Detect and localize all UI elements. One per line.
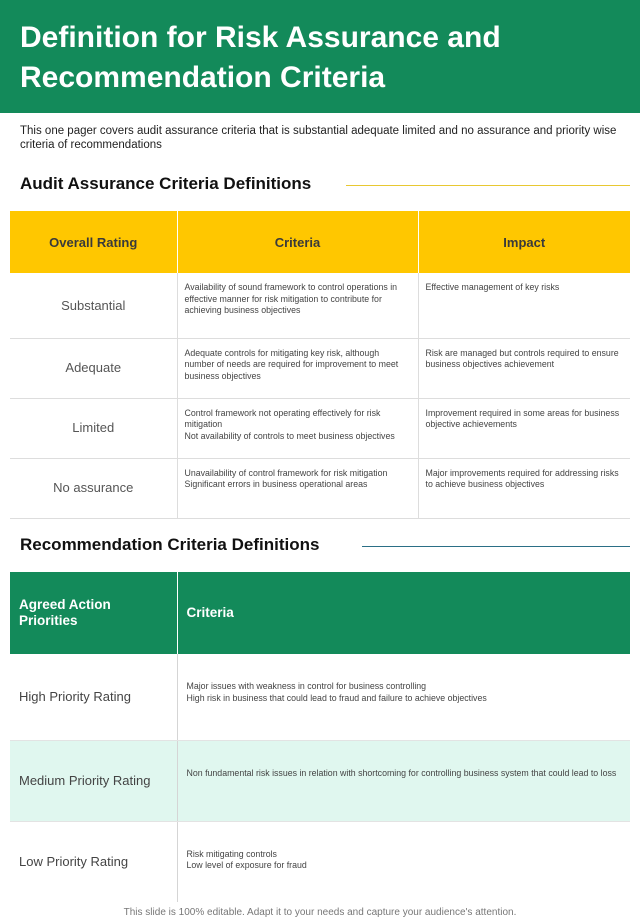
rating-cell: Adequate [10, 338, 177, 398]
criteria-line: Major issues with weakness in control for business controlling High risk in business that could lead to fraud and failure to achieve objectives [186, 681, 487, 703]
audit-criteria-table [10, 211, 630, 519]
impact-cell: Major improvements required for addressing risks to achieve business objectives [418, 458, 630, 518]
impact-cell: Improvement required in some areas for business objective achievements [418, 398, 630, 458]
footer-note: This slide is 100% editable. Adapt it to your needs and capture your audience's attention. [123, 907, 517, 918]
criteria-cell [177, 458, 418, 518]
table-row [10, 740, 630, 821]
column-header: Agreed Action Priorities [10, 572, 177, 654]
recommendation-section-divider [362, 546, 630, 547]
table-row [10, 654, 630, 740]
rating-cell: Limited [10, 398, 177, 458]
table-row [10, 398, 630, 458]
criteria-cell [177, 821, 630, 902]
criteria-cell: Non fundamental risk issues in relation with shortcoming for controlling business system that could lead to loss [177, 740, 630, 821]
intro-text: This one pager covers audit assurance criteria that is substantial adequate limited and no assurance and priority wise criteria of recommendations [20, 125, 617, 151]
priority-cell: Medium Priority Rating [10, 740, 177, 821]
rating-cell: Substantial [10, 273, 177, 338]
table-row [10, 273, 630, 338]
header-banner [0, 0, 640, 113]
column-header: Impact [418, 211, 630, 273]
criteria-line: Unavailability of control framework for risk mitigation Significant errors in business operational areas [184, 467, 388, 489]
table-row [10, 458, 630, 518]
criteria-cell: Availability of sound framework to control operations in effective manner for risk mitigation to contribute for achieving business objectives [177, 273, 418, 338]
recommendation-criteria-table [10, 572, 630, 902]
column-header: Overall Rating [10, 211, 177, 273]
criteria-line: Risk mitigating controls Low level of exposure for fraud [186, 848, 307, 870]
table-header-row [10, 211, 630, 273]
table-row [10, 338, 630, 398]
criteria-line: Control framework not operating effectively for risk mitigation Not availability of controls to meet business objectives [184, 407, 395, 441]
table-row [10, 821, 630, 902]
column-header: Criteria [177, 211, 418, 273]
priority-cell: High Priority Rating [10, 654, 177, 740]
recommendation-section-title: Recommendation Criteria Definitions [20, 535, 320, 554]
table-header-row [10, 572, 630, 654]
priority-cell: Low Priority Rating [10, 821, 177, 902]
impact-cell: Risk are managed but controls required to ensure business objectives achievement [418, 338, 630, 398]
criteria-cell [177, 654, 630, 740]
rating-cell: No assurance [10, 458, 177, 518]
column-header: Criteria [177, 572, 630, 654]
page-title: Definition for Risk Assurance and Recommendation Criteria [20, 21, 501, 94]
criteria-cell: Adequate controls for mitigating key risk, although number of needs are required for improvement to meet business objectives [177, 338, 418, 398]
criteria-cell [177, 398, 418, 458]
impact-cell: Effective management of key risks [418, 273, 630, 338]
audit-section-divider [346, 185, 630, 186]
audit-section-title: Audit Assurance Criteria Definitions [20, 174, 312, 193]
